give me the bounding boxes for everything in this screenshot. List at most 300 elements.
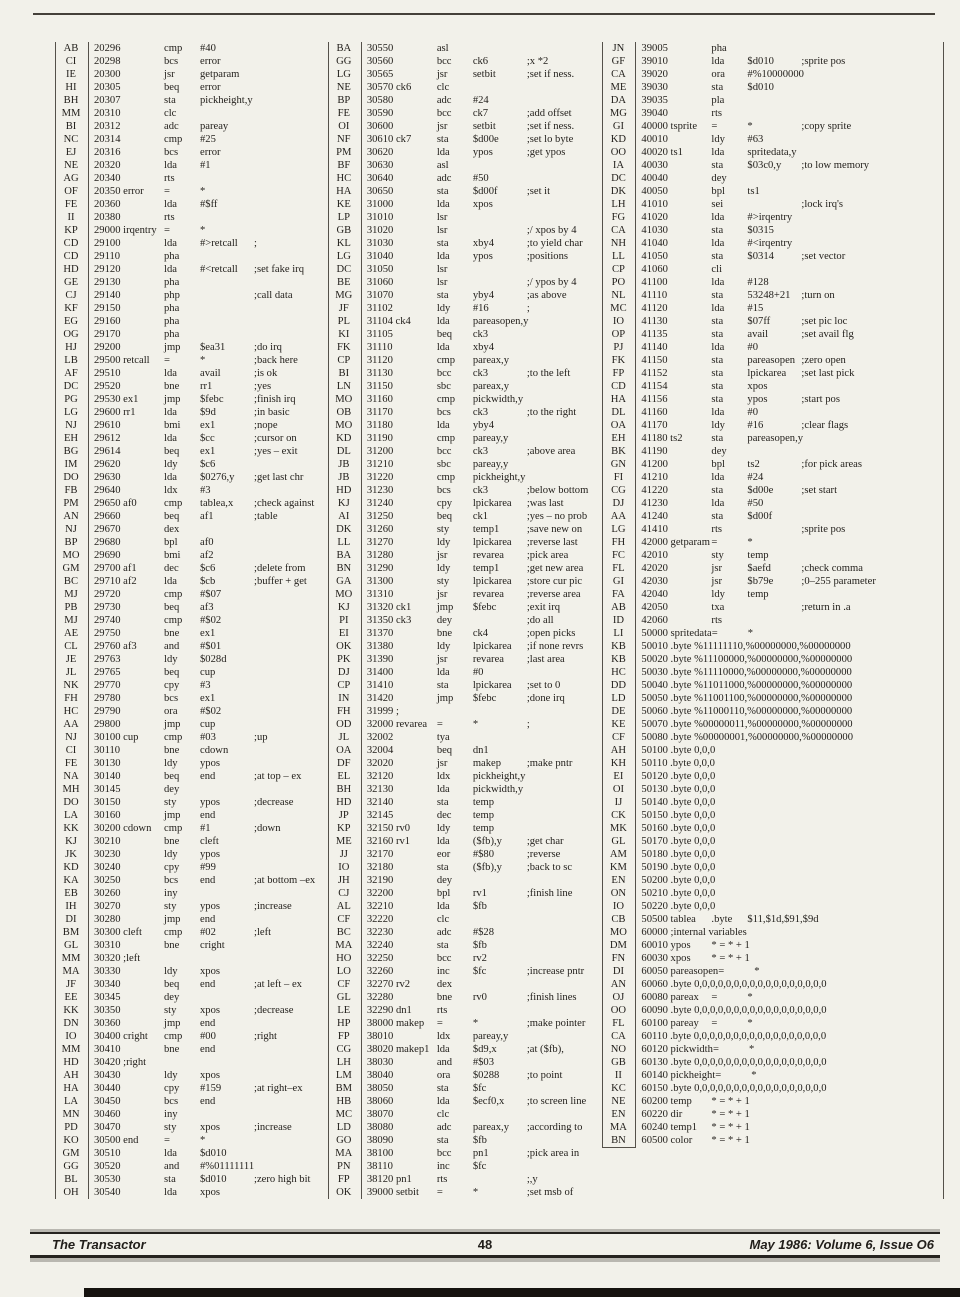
line-number-cell: 29670 bbox=[94, 524, 121, 535]
checksum-cell: HI bbox=[65, 82, 77, 93]
operand-cell: #>irqentry bbox=[747, 212, 793, 223]
comment-cell: ; bbox=[254, 238, 257, 249]
operand-cell: pareasopen,y bbox=[472, 316, 529, 327]
operand-cell: #24 bbox=[747, 472, 764, 483]
operand-cell: error bbox=[200, 56, 221, 67]
comment-cell bbox=[801, 263, 943, 276]
operand-cell bbox=[747, 263, 801, 276]
code-row bbox=[602, 952, 943, 965]
mnemonic-cell: and bbox=[436, 1057, 453, 1068]
operand-cell: * bbox=[200, 355, 206, 366]
mnemonic-cell: cmp bbox=[164, 498, 183, 509]
code-row bbox=[328, 900, 603, 913]
line-number-cell: 38110 bbox=[366, 1161, 393, 1172]
comment-cell bbox=[527, 380, 603, 393]
mnemonic-cell: inc bbox=[436, 966, 450, 977]
code-row bbox=[328, 835, 603, 848]
code-row bbox=[328, 289, 603, 302]
mnemonic-cell: sty bbox=[164, 1122, 177, 1133]
line-number-cell: 30565 bbox=[366, 69, 394, 80]
mnemonic-cell: bne bbox=[436, 992, 453, 1003]
code-row bbox=[328, 1121, 603, 1134]
comment-cell bbox=[254, 601, 328, 614]
comment-cell: ;decrease bbox=[254, 797, 294, 808]
line-number-cell: 31380 bbox=[366, 641, 394, 652]
checksum-cell: MO bbox=[335, 394, 353, 405]
mnemonic-cell: dey bbox=[436, 875, 453, 886]
mnemonic-cell: ldx bbox=[164, 485, 178, 496]
operand-cell: end bbox=[200, 810, 216, 821]
line-number-cell: 31070 bbox=[366, 290, 394, 301]
operand-cell bbox=[888, 705, 942, 718]
operand-cell bbox=[751, 796, 805, 809]
code-row bbox=[602, 822, 943, 835]
mnemonic-cell: lda bbox=[436, 342, 450, 353]
comment-cell: ;at bottom –ex bbox=[254, 875, 316, 886]
checksum-cell: LL bbox=[337, 537, 351, 548]
checksum-cell: DC bbox=[336, 264, 352, 275]
code-row bbox=[328, 1082, 603, 1095]
code-row bbox=[602, 978, 943, 991]
comment-cell bbox=[801, 471, 943, 484]
comment-cell bbox=[527, 822, 603, 835]
mnemonic-cell: cpy bbox=[164, 1083, 180, 1094]
operand-cell: revarea bbox=[472, 550, 504, 561]
line-number-cell: 30590 bbox=[366, 108, 394, 119]
line-number-cell: 20307 bbox=[94, 95, 121, 106]
checksum-cell: MJ bbox=[64, 615, 78, 626]
code-row bbox=[55, 913, 328, 926]
line-number-cell: 30330 bbox=[94, 966, 121, 977]
line-number-cell: 29763 bbox=[94, 654, 121, 665]
operand-cell: yby4 bbox=[472, 420, 494, 431]
mnemonic-cell: bmi bbox=[164, 550, 181, 561]
checksum-cell: GA bbox=[336, 576, 352, 587]
operand-cell bbox=[200, 952, 254, 965]
mnemonic-cell: bcc bbox=[436, 368, 452, 379]
checksum-cell: DJ bbox=[612, 498, 625, 509]
code-row bbox=[55, 120, 328, 133]
checksum-cell: AI bbox=[338, 511, 350, 522]
line-number-cell: 42020 bbox=[641, 563, 668, 574]
comment-cell bbox=[801, 302, 943, 315]
mnemonic-cell: cmp bbox=[164, 615, 183, 626]
operand-cell: #50 bbox=[472, 173, 489, 184]
comment-cell: ;set lo byte bbox=[526, 134, 574, 145]
code-row bbox=[55, 1134, 328, 1147]
mnemonic-cell: lda bbox=[436, 1044, 450, 1055]
code-row bbox=[328, 146, 603, 159]
code-row bbox=[602, 380, 943, 393]
operand-cell: #0 bbox=[747, 407, 759, 418]
mnemonic-cell: = bbox=[164, 355, 170, 366]
line-number-cell: 20296 bbox=[94, 43, 121, 54]
code-row bbox=[55, 835, 328, 848]
checksum-cell: DO bbox=[63, 797, 79, 808]
comment-cell bbox=[527, 1056, 603, 1069]
line-number-cell: 29630 bbox=[94, 472, 121, 483]
code-row bbox=[55, 1147, 328, 1160]
checksum-cell: AH bbox=[610, 745, 627, 756]
checksum-cell: CG bbox=[611, 485, 626, 496]
code-row bbox=[55, 107, 328, 120]
line-number-cell: 32170 bbox=[366, 849, 394, 860]
line-number-cell: 29614 bbox=[94, 446, 121, 457]
comment-cell: ;turn on bbox=[801, 290, 835, 301]
checksum-cell: DL bbox=[611, 407, 626, 418]
line-number-cell: 38060 bbox=[366, 1096, 394, 1107]
mnemonic-cell: jmp bbox=[164, 342, 181, 353]
line-number-cell: 38080 bbox=[366, 1122, 394, 1133]
checksum-cell: FE bbox=[64, 199, 78, 210]
operand-cell bbox=[473, 1108, 527, 1121]
line-number-cell: 20305 bbox=[94, 82, 121, 93]
comment-cell bbox=[805, 835, 943, 848]
code-row bbox=[55, 276, 328, 289]
operand-cell: xpos bbox=[472, 199, 493, 210]
top-rule bbox=[33, 13, 935, 15]
code-row bbox=[328, 341, 603, 354]
code-row bbox=[328, 328, 603, 341]
operand-cell bbox=[750, 1095, 804, 1108]
checksum-cell: MM bbox=[61, 1044, 81, 1055]
checksum-cell: KP bbox=[337, 823, 351, 834]
operand-cell bbox=[747, 198, 801, 211]
line-number-cell: 32160 rv1 bbox=[366, 836, 411, 847]
line-number-cell: 50020 .byte %11100000,%00000000,%00000000 bbox=[641, 654, 853, 665]
footer-magazine-title: The Transactor bbox=[52, 1237, 146, 1252]
mnemonic-cell bbox=[852, 679, 888, 692]
code-row bbox=[602, 497, 943, 510]
checksum-cell: LG bbox=[336, 251, 351, 262]
operand-cell: avail bbox=[200, 368, 221, 379]
mnemonic-cell: cmp bbox=[164, 589, 183, 600]
mnemonic-cell: = bbox=[718, 966, 725, 977]
operand-cell: xpos bbox=[747, 381, 768, 392]
comment-cell: ;,y bbox=[526, 1174, 538, 1185]
operand-cell: * bbox=[200, 1135, 206, 1146]
mnemonic-cell: dey bbox=[436, 615, 453, 626]
comment-cell: ;get new area bbox=[526, 563, 584, 574]
checksum-cell: BC bbox=[336, 927, 351, 938]
operand-cell: lpickarea bbox=[472, 498, 512, 509]
code-row bbox=[602, 42, 943, 55]
operand-cell: temp1 bbox=[472, 524, 500, 535]
operand-cell: revarea bbox=[472, 589, 504, 600]
mnemonic-cell bbox=[851, 640, 887, 653]
code-row bbox=[602, 627, 943, 640]
checksum-cell: EH bbox=[611, 433, 626, 444]
operand-cell bbox=[200, 991, 254, 1004]
checksum-cell: NO bbox=[610, 1044, 627, 1055]
checksum-cell: HC bbox=[611, 667, 626, 678]
checksum-cell: GB bbox=[336, 225, 352, 236]
code-row bbox=[55, 159, 328, 172]
code-row bbox=[55, 705, 328, 718]
checksum-cell: GM bbox=[62, 1148, 80, 1159]
line-number-cell: 29660 bbox=[94, 511, 121, 522]
line-number-cell: 38100 bbox=[366, 1148, 394, 1159]
comment-cell bbox=[527, 783, 603, 796]
operand-cell: pareax,y bbox=[472, 1122, 509, 1133]
mnemonic-cell: lsr bbox=[436, 225, 448, 236]
checksum-cell: HB bbox=[336, 1096, 352, 1107]
operand-cell bbox=[750, 1121, 804, 1134]
code-row bbox=[602, 562, 943, 575]
code-row bbox=[602, 744, 943, 757]
line-number-cell: 42040 bbox=[641, 589, 668, 600]
operand-cell bbox=[473, 276, 527, 289]
code-row bbox=[328, 237, 603, 250]
code-row bbox=[328, 640, 603, 653]
mnemonic-cell bbox=[827, 1082, 863, 1095]
line-number-cell: 50150 .byte 0,0,0 bbox=[641, 810, 716, 821]
operand-cell: cup bbox=[200, 719, 216, 730]
comment-cell bbox=[254, 861, 328, 874]
code-row bbox=[55, 380, 328, 393]
comment-cell: ;decrease bbox=[254, 1005, 294, 1016]
comment-cell bbox=[801, 237, 943, 250]
line-number-cell: 41152 bbox=[641, 368, 668, 379]
operand-cell: $fc bbox=[472, 1083, 487, 1094]
code-row bbox=[328, 471, 603, 484]
checksum-cell: JF bbox=[65, 979, 76, 990]
line-number-cell: 50160 .byte 0,0,0 bbox=[641, 823, 716, 834]
code-row bbox=[55, 1043, 328, 1056]
comment-cell bbox=[819, 913, 943, 926]
mnemonic-cell: beq bbox=[164, 602, 180, 613]
comment-cell bbox=[801, 588, 943, 601]
mnemonic-cell: jsr bbox=[436, 550, 448, 561]
code-row bbox=[55, 731, 328, 744]
mnemonic-cell bbox=[715, 796, 751, 809]
operand-cell bbox=[863, 1056, 917, 1069]
mnemonic-cell: bne bbox=[164, 1044, 180, 1055]
operand-cell: * bbox=[472, 1187, 479, 1198]
comment-cell bbox=[527, 94, 603, 107]
checksum-cell: LN bbox=[336, 381, 351, 392]
code-row bbox=[55, 822, 328, 835]
line-number-cell: 50180 .byte 0,0,0 bbox=[641, 849, 716, 860]
checksum-cell: KD bbox=[336, 433, 352, 444]
mnemonic-cell: sty bbox=[436, 576, 450, 587]
line-number-cell: 20310 bbox=[94, 108, 121, 119]
line-number-cell: 30450 bbox=[94, 1096, 121, 1107]
comment-cell bbox=[801, 81, 943, 94]
mnemonic-cell: sty bbox=[436, 524, 450, 535]
comment-cell: ;start pos bbox=[801, 394, 840, 405]
code-row bbox=[55, 42, 328, 55]
checksum-cell: II bbox=[614, 1070, 622, 1081]
mnemonic-cell: cmp bbox=[436, 472, 456, 483]
checksum-cell: CF bbox=[337, 914, 351, 925]
mnemonic-cell: sta bbox=[164, 1174, 176, 1185]
line-number-cell: 29765 bbox=[94, 667, 121, 678]
line-number-cell: 41240 bbox=[641, 511, 668, 522]
checksum-cell: BH bbox=[336, 784, 352, 795]
operand-cell: error bbox=[200, 82, 221, 93]
code-row bbox=[602, 1017, 943, 1030]
comment-cell: ;set it bbox=[526, 186, 551, 197]
line-number-cell: 29140 bbox=[94, 290, 121, 301]
comment-cell bbox=[527, 705, 603, 718]
code-row bbox=[55, 497, 328, 510]
comment-cell bbox=[254, 1108, 328, 1121]
line-number-cell: 60000 ;internal variables bbox=[641, 927, 747, 938]
mnemonic-cell: rts bbox=[436, 1005, 448, 1016]
line-number-cell: 32240 bbox=[366, 940, 394, 951]
line-number-cell: 31105 bbox=[366, 329, 393, 340]
line-number-cell: 30510 bbox=[94, 1148, 121, 1159]
line-number-cell: 29620 bbox=[94, 459, 121, 470]
line-number-cell: 30620 bbox=[366, 147, 394, 158]
comment-cell: ;last area bbox=[526, 654, 565, 665]
mnemonic-cell: and bbox=[164, 1161, 180, 1172]
operand-cell: #$02 bbox=[200, 706, 222, 717]
operand-cell: * bbox=[472, 1018, 479, 1029]
comment-cell bbox=[805, 900, 943, 913]
comment-cell bbox=[801, 146, 943, 159]
comment-cell bbox=[527, 263, 603, 276]
mnemonic-cell: jsr bbox=[436, 69, 448, 80]
operand-cell: revarea bbox=[472, 654, 504, 665]
mnemonic-cell: lsr bbox=[436, 264, 448, 275]
operand-cell: $c6 bbox=[200, 563, 216, 574]
operand-cell: temp bbox=[472, 797, 494, 808]
checksum-cell: DC bbox=[611, 173, 626, 184]
mnemonic-cell bbox=[715, 822, 751, 835]
operand-cell bbox=[889, 718, 943, 731]
operand-cell: * bbox=[200, 225, 206, 236]
operand-cell: $fb bbox=[472, 901, 487, 912]
comment-cell bbox=[917, 1082, 943, 1095]
comment-cell bbox=[527, 1108, 603, 1121]
checksum-cell: CJ bbox=[65, 290, 77, 301]
mnemonic-cell: = bbox=[436, 719, 443, 730]
checksum-cell: JN bbox=[612, 43, 625, 54]
operand-cell: $d00f bbox=[472, 186, 498, 197]
comment-cell bbox=[805, 874, 943, 887]
comment-cell bbox=[527, 913, 603, 926]
comment-cell: ;nope bbox=[254, 420, 278, 431]
code-row bbox=[328, 419, 603, 432]
operand-cell bbox=[200, 783, 254, 796]
line-number-cell: 41230 bbox=[641, 498, 668, 509]
code-row bbox=[328, 978, 603, 991]
comment-cell bbox=[941, 640, 943, 653]
mnemonic-cell: adc bbox=[436, 173, 452, 184]
mnemonic-cell: lda bbox=[164, 1148, 177, 1159]
checksum-cell: MJ bbox=[64, 589, 78, 600]
comment-cell bbox=[837, 926, 943, 939]
comment-cell bbox=[917, 978, 943, 991]
checksum-cell: PN bbox=[337, 1161, 351, 1172]
line-number-cell: 32280 bbox=[366, 992, 394, 1003]
line-number-cell: 30140 bbox=[94, 771, 121, 782]
comment-cell bbox=[254, 627, 328, 640]
comment-cell bbox=[254, 172, 328, 185]
line-number-cell: 31104 ck4 bbox=[366, 316, 411, 327]
comment-cell bbox=[254, 614, 328, 627]
code-row bbox=[55, 1186, 328, 1199]
code-row bbox=[328, 757, 603, 770]
operand-cell: ($fb),y bbox=[472, 836, 502, 847]
mnemonic-cell: * = * + 1 bbox=[711, 953, 750, 964]
comment-cell bbox=[254, 783, 328, 796]
checksum-cell: MN bbox=[62, 1109, 80, 1120]
checksum-cell: BP bbox=[64, 537, 78, 548]
line-number-cell: 29520 bbox=[94, 381, 121, 392]
mnemonic-cell: rts bbox=[711, 108, 723, 119]
checksum-cell: KK bbox=[63, 823, 79, 834]
operand-cell: * bbox=[747, 121, 753, 132]
mnemonic-cell: lda bbox=[164, 199, 177, 210]
checksum-cell: DK bbox=[610, 186, 627, 197]
operand-cell: #$03 bbox=[472, 1057, 494, 1068]
code-row bbox=[55, 978, 328, 991]
operand-cell bbox=[200, 107, 254, 120]
checksum-cell: KH bbox=[610, 758, 627, 769]
comment-cell bbox=[254, 666, 328, 679]
mnemonic-cell bbox=[164, 952, 200, 965]
checksum-cell: AM bbox=[609, 849, 627, 860]
mnemonic-cell: = bbox=[164, 186, 170, 197]
checksum-cell: CK bbox=[611, 810, 626, 821]
operand-cell: #0 bbox=[472, 667, 484, 678]
comment-cell bbox=[254, 276, 328, 289]
checksum-cell: GL bbox=[336, 992, 351, 1003]
checksum-cell: AH bbox=[63, 1070, 79, 1081]
line-number-cell: 50500 tablea bbox=[641, 914, 696, 925]
mnemonic-cell: bne bbox=[164, 628, 180, 639]
checksum-cell: JF bbox=[338, 303, 349, 314]
line-number-cell: 40050 bbox=[641, 186, 668, 197]
mnemonic-cell: adc bbox=[436, 95, 452, 106]
operand-cell bbox=[473, 1004, 527, 1017]
comment-cell: ;is ok bbox=[254, 368, 278, 379]
line-number-cell: 30110 bbox=[94, 745, 121, 756]
line-number-cell: 32020 bbox=[366, 758, 394, 769]
mnemonic-cell: lda bbox=[164, 238, 177, 249]
checksum-cell: CF bbox=[337, 979, 351, 990]
mnemonic-cell: sta bbox=[436, 238, 449, 249]
comment-cell bbox=[254, 913, 328, 926]
checksum-cell: OK bbox=[336, 1187, 352, 1198]
mnemonic-cell: ora bbox=[164, 706, 178, 717]
checksum-cell: LA bbox=[63, 1096, 79, 1107]
mnemonic-cell: sty bbox=[164, 1005, 177, 1016]
code-row bbox=[328, 744, 603, 757]
next-page-edge bbox=[84, 1288, 960, 1297]
mnemonic-cell: sta bbox=[711, 368, 724, 379]
checksum-cell: KO bbox=[63, 1135, 79, 1146]
mnemonic-cell: = bbox=[436, 1187, 443, 1198]
operand-cell: #16 bbox=[747, 420, 764, 431]
mnemonic-cell bbox=[852, 666, 888, 679]
code-row bbox=[55, 146, 328, 159]
mnemonic-cell: jmp bbox=[164, 719, 181, 730]
operand-cell: pickwidth,y bbox=[472, 394, 524, 405]
code-row bbox=[602, 900, 943, 913]
mnemonic-cell: lda bbox=[164, 1187, 177, 1198]
line-number-cell: 38000 makep bbox=[366, 1018, 425, 1029]
checksum-cell: CL bbox=[64, 641, 78, 652]
mnemonic-cell: sty bbox=[164, 797, 177, 808]
checksum-cell: PG bbox=[64, 394, 78, 405]
mnemonic-cell: php bbox=[164, 290, 180, 301]
code-row bbox=[602, 614, 943, 627]
operand-cell bbox=[751, 848, 805, 861]
